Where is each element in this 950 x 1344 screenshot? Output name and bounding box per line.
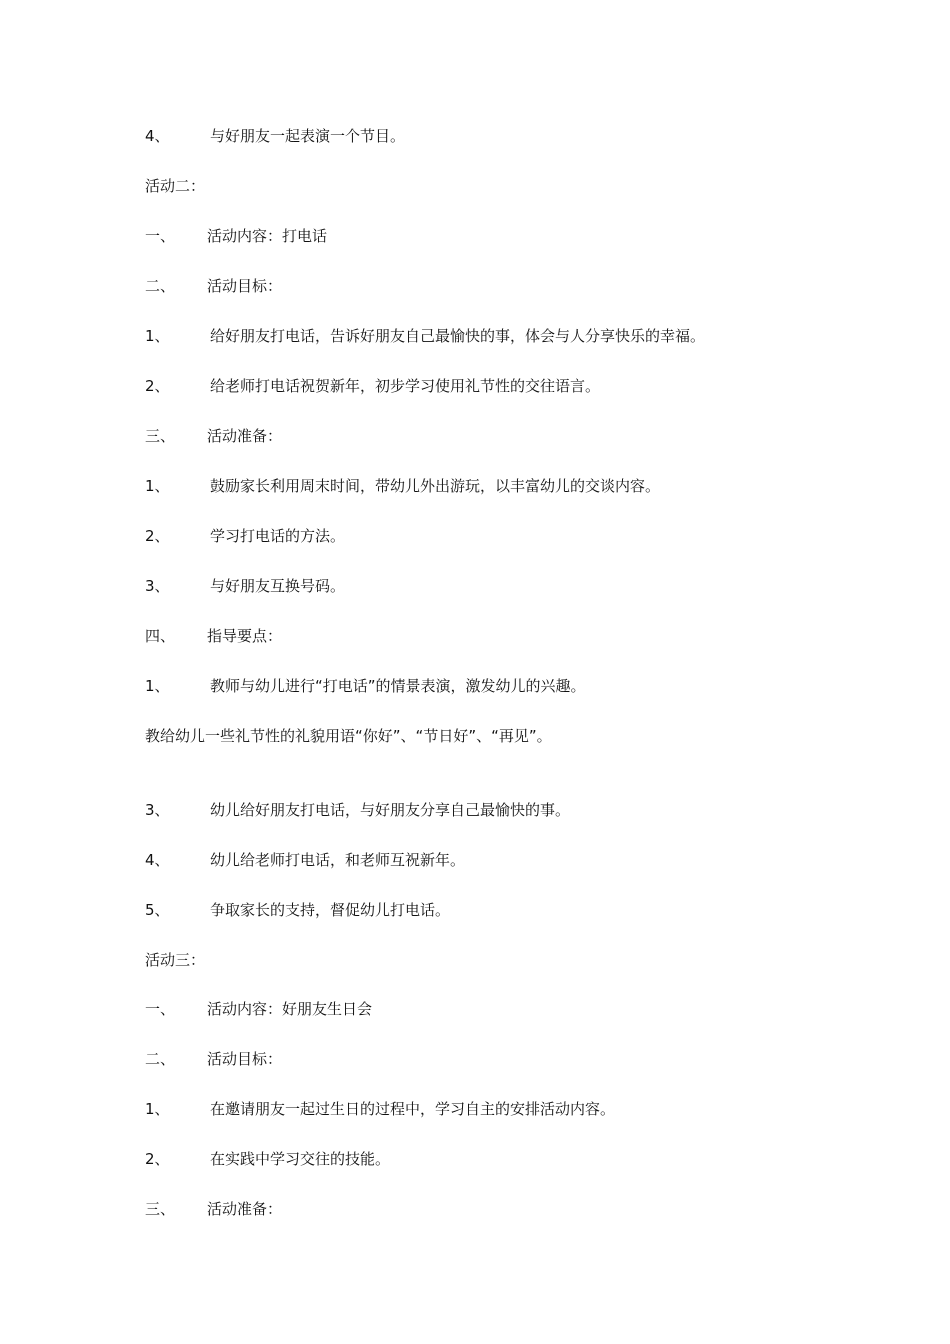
list-item — [145, 798, 570, 822]
list-item — [145, 574, 345, 598]
item-text: 给好朋友打电话，告诉好朋友自己最愉快的事，体会与人分享快乐的幸福。 — [210, 327, 706, 345]
item-number: 1、 — [145, 677, 170, 695]
item-number: 四、 — [145, 627, 176, 645]
item-text: 幼儿给老师打电话，和老师互祝新年。 — [210, 851, 466, 869]
list-item — [145, 1097, 615, 1121]
item-number: 1、 — [145, 477, 170, 495]
item-text: 指导要点： — [207, 627, 283, 645]
item-number: 1、 — [145, 327, 170, 345]
list-item — [145, 1147, 390, 1171]
item-number: 4、 — [145, 851, 170, 869]
item-text: 在实践中学习交往的技能。 — [210, 1150, 391, 1168]
item-text: 与好朋友互换号码。 — [210, 577, 346, 595]
item-text: 幼儿给好朋友打电话，与好朋友分享自己最愉快的事。 — [210, 801, 571, 819]
section-heading — [145, 174, 205, 198]
list-item — [145, 1047, 282, 1071]
section-heading — [145, 948, 205, 972]
list-item — [145, 474, 660, 498]
list-item — [145, 374, 600, 398]
item-text: 活动目标： — [207, 277, 283, 295]
list-item — [145, 124, 405, 148]
item-number: 三、 — [145, 1200, 176, 1218]
list-item — [145, 274, 282, 298]
item-number: 一、 — [145, 227, 176, 245]
item-number: 1、 — [145, 1100, 170, 1118]
item-text: 与好朋友一起表演一个节目。 — [210, 127, 406, 145]
item-number: 二、 — [145, 1050, 176, 1068]
item-number: 4、 — [145, 127, 170, 145]
item-number: 2、 — [145, 527, 170, 545]
item-text: 在邀请朋友一起过生日的过程中，学习自主的安排活动内容。 — [210, 1100, 616, 1118]
item-text: 鼓励家长利用周末时间，带幼儿外出游玩，以丰富幼儿的交谈内容。 — [210, 477, 661, 495]
item-number: 3、 — [145, 801, 170, 819]
item-number: 三、 — [145, 427, 176, 445]
item-text: 活动准备： — [207, 1200, 283, 1218]
item-text: 争取家长的支持，督促幼儿打电话。 — [210, 901, 451, 919]
list-item — [145, 224, 327, 248]
item-text: 活动内容：打电话 — [207, 227, 328, 245]
paragraph-text: 教给幼儿一些礼节性的礼貌用语“你好”、“节日好”、“再见”。 — [145, 727, 552, 745]
item-number: 一、 — [145, 1000, 176, 1018]
list-item — [145, 674, 586, 698]
list-item — [145, 624, 282, 648]
list-item — [145, 324, 705, 348]
heading-text: 活动三： — [145, 951, 206, 969]
list-item — [145, 997, 372, 1021]
item-number: 5、 — [145, 901, 170, 919]
list-item — [145, 898, 450, 922]
item-text: 教师与幼儿进行“打电话”的情景表演，激发幼儿的兴趣。 — [210, 677, 586, 695]
item-number: 2、 — [145, 1150, 170, 1168]
item-number: 2、 — [145, 377, 170, 395]
item-text: 活动内容：好朋友生日会 — [207, 1000, 373, 1018]
item-text: 学习打电话的方法。 — [210, 527, 346, 545]
item-text: 活动准备： — [207, 427, 283, 445]
list-item — [145, 424, 282, 448]
heading-text: 活动二： — [145, 177, 206, 195]
item-text: 活动目标： — [207, 1050, 283, 1068]
item-number: 3、 — [145, 577, 170, 595]
paragraph — [145, 724, 552, 748]
list-item — [145, 848, 465, 872]
item-text: 给老师打电话祝贺新年，初步学习使用礼节性的交往语言。 — [210, 377, 601, 395]
item-number: 二、 — [145, 277, 176, 295]
list-item — [145, 1197, 282, 1221]
list-item — [145, 524, 345, 548]
